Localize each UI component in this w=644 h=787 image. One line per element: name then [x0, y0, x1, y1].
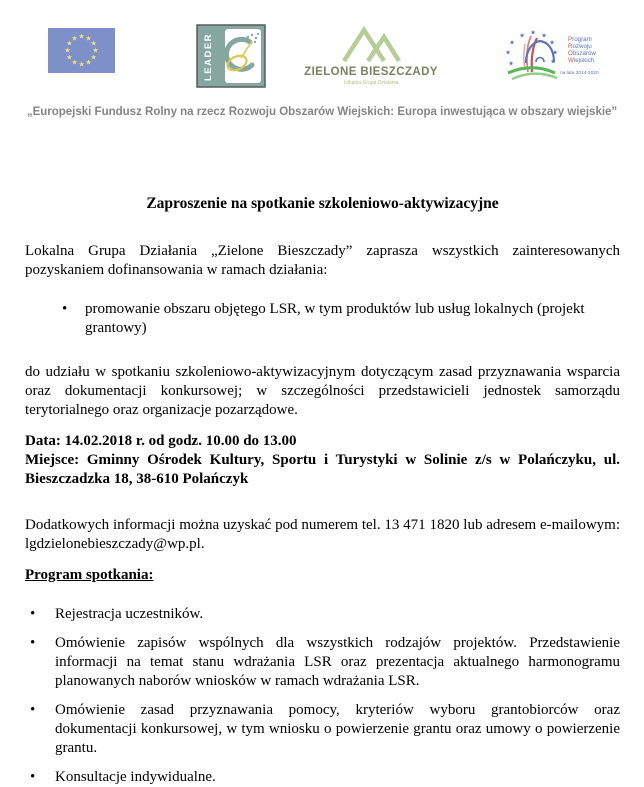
svg-text:★: ★	[66, 39, 73, 48]
svg-text:★: ★	[505, 49, 511, 57]
agenda-heading: Program spotkania:	[25, 567, 154, 583]
svg-text:★: ★	[78, 60, 85, 69]
funding-caption: „Europejski Fundusz Rolny na rzecz Rozwoju Obszarów Wiejskich: Europa inwestująca w obszary wiejskie”	[26, 106, 618, 118]
svg-text:★: ★	[509, 39, 515, 47]
header	[0, 0, 644, 118]
svg-text:★: ★	[66, 53, 73, 62]
agenda-item: • Omówienie zapisów wspólnych dla wszystkich rodzajów projektów. Przedstawienie informacji na temat stanu wdrażania LSR oraz prezentacja aktualnego harmonogramu planowanych naborów wniosków w ramach wdrażania LSR.	[25, 634, 620, 691]
svg-text:Program: Program	[568, 36, 592, 43]
continuation-paragraph: do udziału w spotkaniu szkoleniowo-aktywizacyjnym dotyczącym zasad przyznawania wsparcia oraz dokumentacji konkursowej; w szczególności przedstawicieli jednostek samorządu terytorialnego oraz organizacje pozarządowe.	[25, 364, 620, 418]
svg-text:★: ★	[530, 29, 536, 37]
svg-text:Rozwoju: Rozwoju	[568, 43, 592, 50]
eu-flag-logo	[48, 28, 115, 73]
svg-text:★: ★	[550, 58, 556, 66]
svg-text:★: ★	[508, 60, 514, 68]
prow-text	[568, 36, 596, 64]
action-bullet-text: promowanie obszaru objętego LSR, w tym produktów lub usług lokalnych (projekt grantowy)	[85, 301, 585, 336]
prow-period: na lata 2014-2020	[560, 71, 599, 76]
intro-paragraph: Lokalna Grupa Działania „Zielone Bieszczady” zaprasza wszystkich zainteresowanych pozyskaniem dofinansowania w ramach działania:	[25, 243, 620, 278]
zb-logo-title: ZIELONE BIESZCZADY	[304, 66, 438, 78]
svg-text:★: ★	[85, 58, 92, 67]
meeting-date: Data: 14.02.2018 r. od godz. 10.00 do 13.00	[25, 433, 297, 449]
logo-row	[0, 0, 644, 96]
leader-label: LEADER	[203, 32, 214, 82]
leader-logo	[196, 24, 266, 88]
svg-text:★: ★	[71, 34, 78, 43]
prow-logo	[502, 28, 612, 86]
svg-text:★: ★	[78, 32, 85, 41]
svg-text:★: ★	[85, 34, 92, 43]
agenda-item: • Konsultacje indywidualne.	[25, 768, 620, 787]
agenda-item: • Rejestracja uczestników.	[25, 605, 620, 624]
svg-text:Wiejskich: Wiejskich	[568, 57, 595, 64]
svg-text:★: ★	[552, 49, 558, 57]
svg-text:★: ★	[90, 53, 97, 62]
meeting-details	[25, 432, 620, 489]
svg-text:★: ★	[71, 58, 78, 67]
zb-logo-subtitle: Lokalna Grupa Działania	[343, 80, 399, 86]
agenda-item: • Omówienie zasad przyznawania pomocy, kryteriów wyboru grantobiorców oraz dokumentacji konkursowej, w tym wniosku o powierzenie grantu oraz umowy o powierzenie grantu.	[25, 701, 620, 758]
svg-text:Obszarów: Obszarów	[568, 50, 596, 57]
meeting-place: Miejsce: Gminny Ośrodek Kultury, Sportu i Turystyki w Solinie z/s w Polańczyku, ul. Bieszczadzka 18, 38-610 Polańczyk	[25, 452, 620, 487]
document-body	[0, 194, 644, 787]
contact-paragraph: Dodatkowych informacji można uzyskać pod numerem tel. 13 471 1820 lub adresem e-mailowym: lgdzielonebieszczady@wp.pl.	[25, 517, 620, 552]
svg-text:★: ★	[541, 32, 547, 40]
svg-text:★: ★	[90, 39, 97, 48]
action-bullet-item	[25, 300, 620, 338]
svg-text:★: ★	[519, 32, 525, 40]
zielone-bieszczady-logo	[306, 22, 436, 90]
svg-text:★: ★	[64, 46, 71, 55]
svg-text:★: ★	[92, 46, 99, 55]
svg-text:★: ★	[549, 39, 555, 47]
document-title: Zaproszenie na spotkanie szkoleniowo-aktywizacyjne	[146, 195, 499, 212]
agenda-list	[25, 605, 620, 787]
